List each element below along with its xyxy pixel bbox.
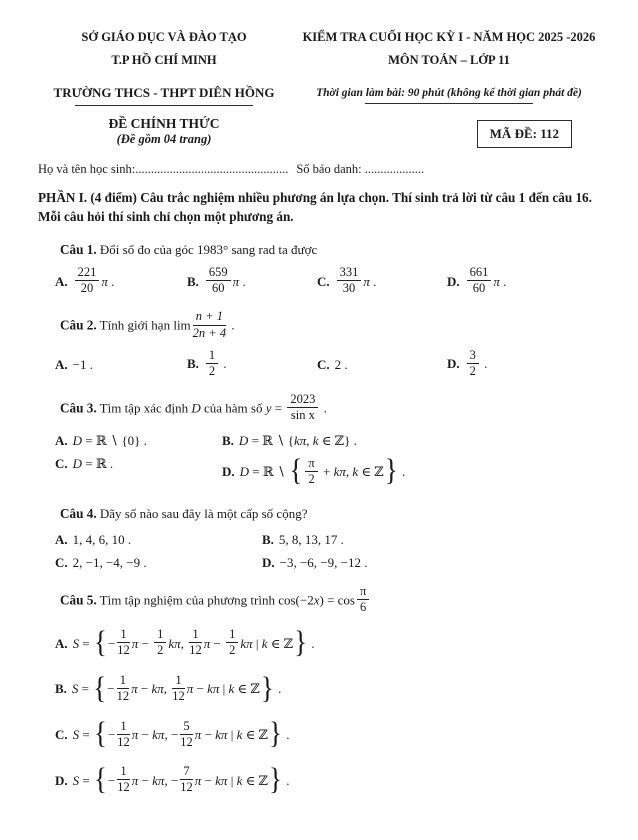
option-content: −1 . [72,357,93,373]
option-content: S = {− $\frac{1}{12}$ π − kπ, − $\frac{7}{12}$ π − kπ | k ∈ ℤ} . [72,761,290,797]
option-letter: C. [55,555,68,571]
official-exam-block [38,116,290,147]
page-count-note: (Đề gồm 04 trang) [116,132,212,146]
question-1-options [55,265,608,297]
option-content: D = ℝ ∖ {kπ, k ∈ ℤ} . [238,433,357,449]
question-3-option-a [55,433,222,449]
question-4-option-b [262,532,608,548]
question-5 [38,583,608,799]
question-4-options [55,532,608,572]
subject-grade-line: MÔN TOÁN – LỚP 11 [388,53,510,67]
option-letter: C. [317,357,330,373]
option-content: 1, 4, 6, 10 . [72,532,132,548]
question-3-options [55,433,608,490]
question-4 [38,505,608,571]
duration-underline [365,103,533,104]
option-content: S = {− $\frac{1}{12}$ π − kπ, − $\frac{5}{12}$ π − kπ | k ∈ ℤ} . [72,715,290,751]
option-letter: D. [222,464,235,480]
question-2-option-a [55,357,187,373]
option-letter: A. [55,273,68,289]
question-1-stem: Câu 1. Đổi số đo của góc 1983° sang rad ta được [60,242,318,258]
exam-code-box: MÃ ĐỀ: 112 [477,120,572,148]
question-1 [38,241,608,297]
question-4-option-c [55,555,262,571]
option-content: $\frac{659}{60}$ π . [204,274,246,289]
official-exam-label: ĐỀ CHÍNH THỨC [108,116,220,131]
question-3-option-b [222,433,608,449]
option-letter: D. [447,273,460,289]
option-content: $\frac{331}{30}$ π . [335,274,377,289]
option-letter: A. [55,635,68,651]
option-content: S = {− $\frac{1}{12}$ π − kπ, $\frac{1}{12}$ π − kπ | k ∈ ℤ} . [71,670,282,705]
question-5-option-c [55,715,608,753]
school-name-underline [75,105,253,106]
question-1-option-b [187,265,317,297]
student-info-line [38,162,608,177]
option-content: $\frac{661}{60}$ π . [465,274,507,289]
option-content: D = ℝ . [72,456,114,472]
option-letter: D. [447,356,460,372]
question-2-option-d [447,347,608,380]
option-content: $\frac{221}{20}$ π . [73,274,115,289]
option-letter: D. [262,555,275,571]
question-5-option-a [55,624,608,662]
student-id-field: Số báo danh: ................... [296,162,425,176]
question-4-option-a [55,532,262,548]
header-right-column [290,26,608,106]
duration-line: Thời gian làm bài: 90 phút (không kể thời gian phát đề) [316,87,582,99]
option-letter: B. [187,273,199,289]
option-letter: A. [55,357,68,373]
option-letter: B. [187,356,199,372]
question-2 [38,309,608,380]
option-letter: A. [55,433,68,449]
question-2-option-b [187,347,317,380]
question-1-option-c [317,265,447,297]
option-letter: C. [317,273,330,289]
question-2-option-c [317,357,447,373]
part1-heading: PHẦN I. (4 điểm) Câu trắc nghiệm nhiều phương án lựa chọn. Thí sinh trả lời từ câu 1 đến câu 16. Mỗi câu hỏi thí sinh chỉ chọn một phương án. [38,190,592,225]
question-5-stem: Câu 5. Tìm tập nghiệm của phương trình cos(−2x) = cos $\frac{\pi}{6}$ [60,587,608,616]
question-4-option-d [262,555,608,571]
option-content: D = ℝ ∖ { $\frac{\pi}{2}$ + kπ, k ∈ ℤ} . [239,453,406,488]
question-5-option-b [55,670,608,708]
option-letter: C. [55,456,68,472]
option-content: 2 . [334,357,348,373]
question-3 [38,391,608,490]
question-1-option-d [447,265,608,297]
option-content: $\frac{3}{2}$ . [465,356,488,371]
option-letter: C. [55,727,68,743]
option-content: S = {− $\frac{1}{12}$ π − $\frac{1}{2}$ kπ, $\frac{1}{12}$ π − $\frac{1}{2}$ kπ | k ∈ ℤ} . [72,624,315,659]
option-letter: B. [55,681,67,697]
city-name: T.P HỒ CHÍ MINH [111,53,217,67]
option-content: −3, −6, −9, −12 . [279,555,368,571]
option-content: D = ℝ ∖ {0} . [72,433,147,449]
option-letter: D. [55,772,68,788]
header-second-row [38,116,608,148]
department-name: SỞ GIÁO DỤC VÀ ĐÀO TẠO [81,30,247,44]
question-5-options [55,624,608,799]
option-letter: B. [262,532,274,548]
option-letter: B. [222,433,234,449]
option-content: 2, −1, −4, −9 . [72,555,147,571]
question-3-option-c [55,456,222,472]
option-content: 5, 8, 13, 17 . [278,532,344,548]
header-left-column [38,26,290,106]
student-name-field: Họ và tên học sinh:................................................. [38,162,289,176]
question-2-options [55,347,608,380]
option-letter: A. [55,532,68,548]
option-content: $\frac{1}{2}$ . [204,356,227,371]
question-4-stem: Câu 4. Dãy số nào sau đây là một cấp số cộng? [60,506,308,522]
question-3-option-d [222,453,608,490]
exam-header [38,26,608,106]
school-name: TRƯỜNG THCS - THPT DIÊN HỒNG [53,85,275,100]
question-5-option-d [55,761,608,799]
question-3-stem: Câu 3. Tìm tập xác định D của hàm số y = $\frac{2023}{\text{sin x}}$ . [60,391,327,423]
question-1-option-a [55,265,187,297]
exam-title: KIỂM TRA CUỐI HỌC KỲ I - NĂM HỌC 2025 -2026 [302,30,596,44]
question-2-stem: Câu 2. Tính giới hạn lim $\frac{n + 1}{2n + 4}$ . [60,309,235,340]
